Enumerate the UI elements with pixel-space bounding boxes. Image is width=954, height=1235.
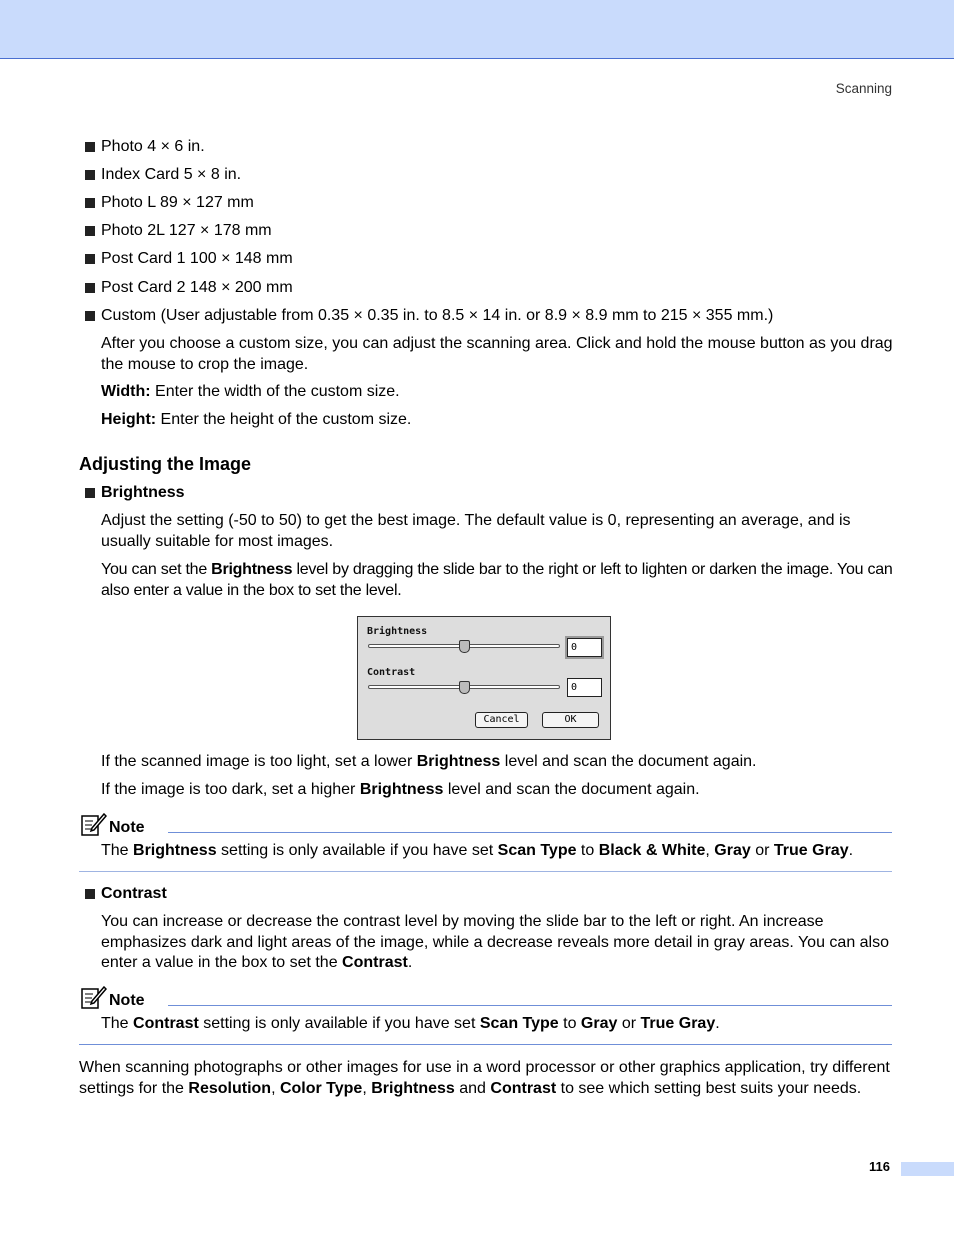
section-heading: Adjusting the Image xyxy=(79,454,252,474)
note-pencil-icon xyxy=(80,986,107,1010)
brightness-input[interactable]: 0 xyxy=(567,638,602,657)
brightness-para-2: You can set the Brightness level by dragging the slide bar to the right or left to lighten or darken the image. You can also enter a value in the box to set the level. xyxy=(101,561,893,599)
header-bar xyxy=(0,0,954,59)
contrast-para: You can increase or decrease the contrast level by moving the slide bar to the left or right. An increase emphasizes dark and light areas of the image, while a decrease reveals more detail in gray areas. You can also enter a value in the box to set the Contrast. xyxy=(101,913,890,971)
list-item: Post Card 2 148 × 200 mm xyxy=(101,279,293,296)
bullet-icon xyxy=(85,311,95,321)
footer-bar xyxy=(901,1162,954,1176)
contrast-label: Contrast xyxy=(367,667,416,678)
bullet-icon xyxy=(85,198,95,208)
note-end-divider xyxy=(79,871,892,872)
list-item: Photo L 89 × 127 mm xyxy=(101,194,254,211)
note-text: The Contrast setting is only available if you have set Scan Type to Gray or True Gray. xyxy=(101,1015,720,1032)
note-pencil-icon xyxy=(80,813,107,837)
page-number: 116 xyxy=(869,1159,890,1174)
list-item: Photo 2L 127 × 178 mm xyxy=(101,222,272,239)
note-header xyxy=(80,813,145,837)
brightness-title: Brightness xyxy=(101,484,185,501)
list-item: Photo 4 × 6 in. xyxy=(101,138,205,155)
note-divider xyxy=(168,832,892,833)
note-end-divider xyxy=(79,1044,892,1045)
note-label: Note xyxy=(109,819,145,836)
brightness-para-1: Adjust the setting (-50 to 50) to get the best image. The default value is 0, representing an average, and is usually suitable for most images. xyxy=(101,512,851,550)
brightness-label: Brightness xyxy=(367,626,428,637)
list-item: Post Card 1 100 × 148 mm xyxy=(101,250,293,267)
bullet-icon xyxy=(85,142,95,152)
custom-description: After you choose a custom size, you can adjust the scanning area. Click and hold the mouse button as you drag the mouse to crop the image. xyxy=(101,335,893,373)
ok-button[interactable]: OK xyxy=(542,712,599,728)
note-divider xyxy=(168,1005,892,1006)
cancel-button[interactable]: Cancel xyxy=(475,712,528,728)
bullet-icon xyxy=(85,226,95,236)
note-header xyxy=(80,986,145,1010)
contrast-title: Contrast xyxy=(101,885,167,902)
closing-paragraph: When scanning photographs or other images for use in a word processor or other graphics application, try different settings for the Resolution, Color Type, Brightness and Contrast to see which setting best suits your needs. xyxy=(79,1059,890,1097)
list-item: Custom (User adjustable from 0.35 × 0.35 in. to 8.5 × 14 in. or 8.9 × 8.9 mm to 215 × 355 mm.) xyxy=(101,307,774,324)
note-label: Note xyxy=(109,992,145,1009)
bullet-icon xyxy=(85,254,95,264)
bullet-icon xyxy=(85,170,95,180)
brightness-light-text: If the scanned image is too light, set a lower Brightness level and scan the document again. xyxy=(101,753,757,770)
list-item: Index Card 5 × 8 in. xyxy=(101,166,242,183)
contrast-input[interactable]: 0 xyxy=(567,678,602,697)
contrast-slider-thumb[interactable] xyxy=(459,681,470,694)
brightness-slider-thumb[interactable] xyxy=(459,640,470,653)
note-text: The Brightness setting is only available if you have set Scan Type to Black & White, Gray or True Gray. xyxy=(101,842,854,859)
brightness-contrast-dialog xyxy=(357,616,611,740)
brightness-dark-text: If the image is too dark, set a higher Brightness level and scan the document again. xyxy=(101,781,700,798)
section-title: Scanning xyxy=(835,81,892,96)
width-description: Width: Enter the width of the custom size. xyxy=(101,383,400,400)
bullet-icon xyxy=(85,889,95,899)
height-description: Height: Enter the height of the custom size. xyxy=(101,411,412,428)
bullet-icon xyxy=(85,488,95,498)
bullet-icon xyxy=(85,283,95,293)
